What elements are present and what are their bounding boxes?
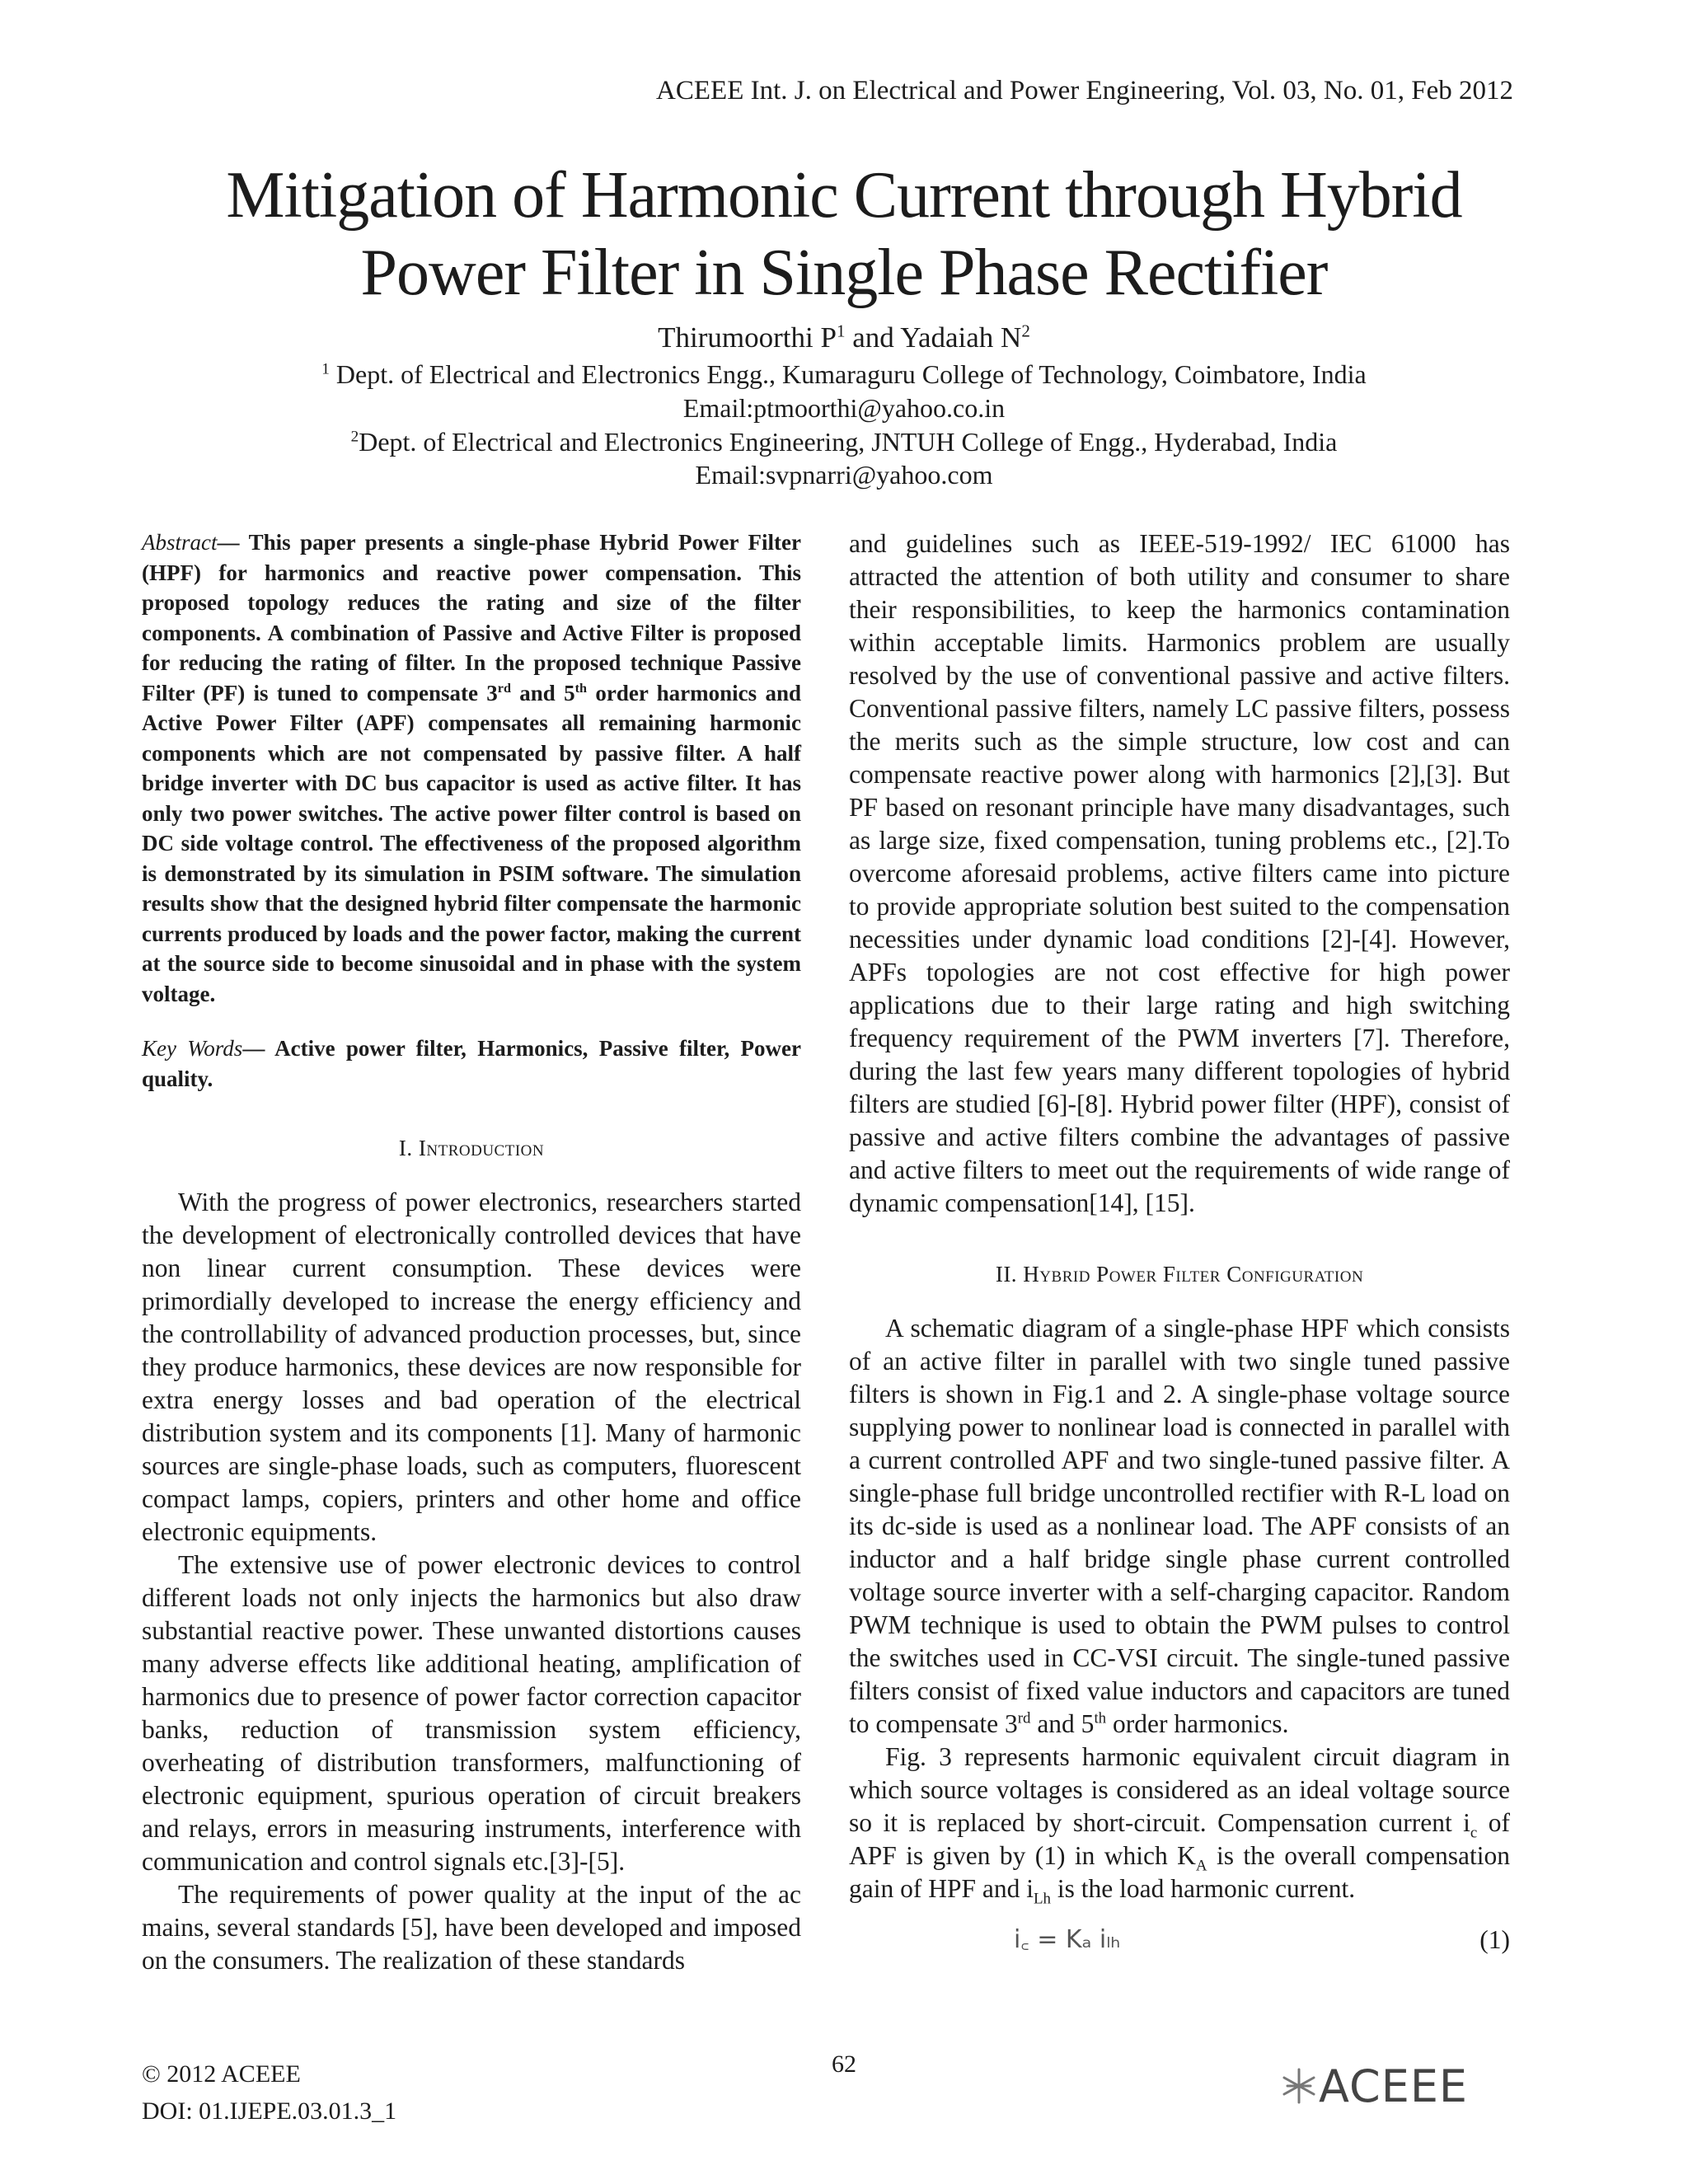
footer-copyright: © 2012 ACEEE: [142, 2060, 301, 2088]
logo-text: ACEEE: [1319, 2060, 1469, 2112]
abstract-label: Abstract: [142, 530, 218, 555]
hpf-p1-sup-rd: rd: [1017, 1709, 1031, 1727]
hpf-p1-b: and 5: [1030, 1709, 1095, 1738]
email-2: Email:svpnarri@yahoo.com: [695, 460, 993, 490]
intro-paragraph-2: The extensive use of power electronic devices to control different loads not only injects the harmonics but also draw substantial reactive power. These unwanted distortions causes many adverse effects like additional heating, amplification of harmonics due to presence of power factor correction capacitor banks, reduction of transmission system efficiency, overheating of distribution transformers, malfunctioning of electronic equipment, spurious operation of circuit breakers and relays, errors in measuring instruments, interference with communication and control signals etc.[3]-[5].: [142, 1550, 801, 1876]
hpf-p1-sup-th: th: [1094, 1709, 1107, 1727]
title-line-1: Mitigation of Harmonic Current through Hybrid: [226, 159, 1462, 232]
paper-title: [0, 157, 1688, 312]
section-heading-introduction: I. Introduction: [398, 1136, 545, 1160]
keywords: [142, 1033, 801, 1094]
intro-continuation: and guidelines such as IEEE-519-1992/ IEC 61000 has attracted the attention of both utility and consumer to share their responsibilities, to keep the harmonics contamination within acceptable limits. Harmonics problem are usually resolved by the use of conventional passive and active filters. Conventional passive filters, namely LC passive filters, possess the merits such as the simple structure, low cost and can compensate reactive power along with harmonics [2],[3]. But PF based on resonant principle have many disadvantages, such as large size, fixed compensation, tuning problems etc., [2].To overcome aforesaid problems, active filters came into picture to provide appropriate solution best suited to the compensation necessities under dynamic load conditions [2]-[4]. However, APFs topologies are not cost effective for high power applications due to their large rating and high switching frequency requirement of the PWM inverters [7]. Therefore, during the last few years many different topologies of hybrid filters are studied [6]-[8]. Hybrid power filter (HPF), consist of passive and active filters combine the advantages of passive and active filters to meet out the requirements of wide range of dynamic compensation[14], [15].: [849, 529, 1510, 1217]
affiliation-1-text: Dept. of Electrical and Electronics Engg., Kumaraguru College of Technology, Coimbatore, India: [329, 359, 1367, 389]
keywords-dash: —: [242, 1036, 275, 1061]
equation-1: [849, 1924, 1510, 1965]
affiliation-2-text: Dept. of Electrical and Electronics Engineering, JNTUH College of Engg., Hyderabad, India: [359, 427, 1338, 457]
intro-paragraph-1: With the progress of power electronics, researchers started the development of electronically controlled devices that have non linear current consumption. These devices were primordially developed to increase the energy efficiency and the controllability of advanced production processes, but, since they produce harmonics, these devices are now responsible for extra energy losses and bad operation of the electrical distribution system and its components [1]. Many of harmonic sources are single-phase loads, such as computers, fluorescent compact lamps, copiers, printers and other home and office electronic equipments.: [142, 1188, 801, 1546]
hpf-p2-b: of APF is given by (1) in which K: [849, 1808, 1510, 1870]
author-2-marker: 2: [1021, 321, 1030, 341]
abstract-sup-rd: rd: [497, 680, 511, 696]
title-line-2: Power Filter in Single Phase Rectifier: [360, 237, 1328, 309]
keywords-text: Active power filter, Harmonics, Passive filter, Power quality.: [142, 1036, 801, 1091]
affiliation-1-marker: 1: [321, 360, 330, 378]
hpf-paragraph-1: [849, 1312, 1510, 1741]
authors-and: and: [845, 321, 901, 354]
equation-1-body: i꜀ = Kₐ iₗₕ: [1014, 1925, 1121, 1954]
equation-1-number: (1): [1479, 1925, 1510, 1954]
aceee-logo: [1276, 2057, 1515, 2115]
hpf-p2-sub-lh: Lh: [1034, 1890, 1051, 1908]
intro-paragraph-3: The requirements of power quality at the input of the ac mains, several standards [5], have been developed and imposed on the consumers. The realization of these standards: [142, 1880, 801, 1975]
abstract: [142, 527, 801, 1009]
abstract-sup-th: th: [574, 680, 588, 696]
affiliation-1: [0, 359, 1688, 390]
affiliation-2-marker: 2: [350, 428, 359, 446]
author-1: Thirumoorthi P: [658, 321, 837, 354]
hpf-p2-sub-a: A: [1195, 1857, 1207, 1875]
author-2: Yadaiah N: [900, 321, 1022, 354]
page-number: 62: [832, 2050, 856, 2078]
hpf-p2-d: is the load harmonic current.: [1051, 1874, 1356, 1903]
hpf-p2-sub-c: c: [1470, 1824, 1478, 1842]
abstract-text-b: and 5: [510, 680, 575, 705]
abstract-dash: —: [217, 530, 249, 555]
hpf-p1-c: order harmonics.: [1106, 1709, 1289, 1738]
star-burst-icon: [1276, 2063, 1322, 2109]
right-column: [849, 527, 1510, 1965]
email-1: Email:ptmoorthi@yahoo.co.in: [682, 393, 1006, 423]
running-head: ACEEE Int. J. on Electrical and Power Engineering, Vol. 03, No. 01, Feb 2012: [656, 76, 1513, 105]
section-heading-hpf-configuration: II. Hybrid Power Filter Configuration: [995, 1262, 1364, 1286]
author-1-marker: 1: [836, 321, 846, 341]
keywords-label: Key Words: [142, 1036, 243, 1061]
left-column: [142, 527, 801, 1977]
affiliation-2: [0, 427, 1688, 457]
hpf-paragraph-2: [849, 1741, 1510, 1908]
abstract-text-a: This paper presents a single-phase Hybrid Power Filter (HPF) for harmonics and reactive power compensation. This proposed topology reduces the rating and size of the filter components. A combination of Passive and Active Filter is proposed for reducing the rating of filter. In the proposed technique Passive Filter (PF) is tuned to compensate 3: [142, 530, 801, 705]
hpf-p2-c: is the overall compensation gain of HPF and i: [849, 1841, 1510, 1903]
hpf-p2-a: Fig. 3 represents harmonic equivalent circuit diagram in which source voltages is considered as an ideal voltage source so it is replaced by short-circuit. Compensation current i: [849, 1742, 1510, 1837]
authors: [0, 321, 1688, 354]
hpf-p1-a: A schematic diagram of a single-phase HPF which consists of an active filter in parallel with two single tuned passive filters is shown in Fig.1 and 2. A single-phase voltage source supplying power to nonlinear load is connected in parallel with a current controlled APF and two single-tuned passive filter. A single-phase full bridge uncontrolled rectifier with R-L load on its dc-side is used as a nonlinear load. The APF consists of an inductor and a half bridge single phase current controlled voltage source inverter with a self-charging capacitor. Random PWM technique is used to obtain the PWM pulses to control the switches used in CC-VSI circuit. The single-tuned passive filters consist of fixed value inductors and capacitors are tuned to compensate 3: [849, 1314, 1510, 1738]
abstract-text-c: order harmonics and Active Power Filter (APF) compensates all remaining harmonic components which are not compensated by passive filter. A half bridge inverter with DC bus capacitor is used as active filter. It has only two power switches. The active power filter control is based on DC side voltage control. The effectiveness of the proposed algorithm is demonstrated by its simulation in PSIM software. The simulation results show that the designed hybrid filter compensate the harmonic currents produced by loads and the power factor, making the current at the source side to become sinusoidal and in phase with the system voltage.: [142, 680, 801, 1006]
footer-doi: DOI: 01.IJEPE.03.01.3_1: [142, 2097, 397, 2125]
